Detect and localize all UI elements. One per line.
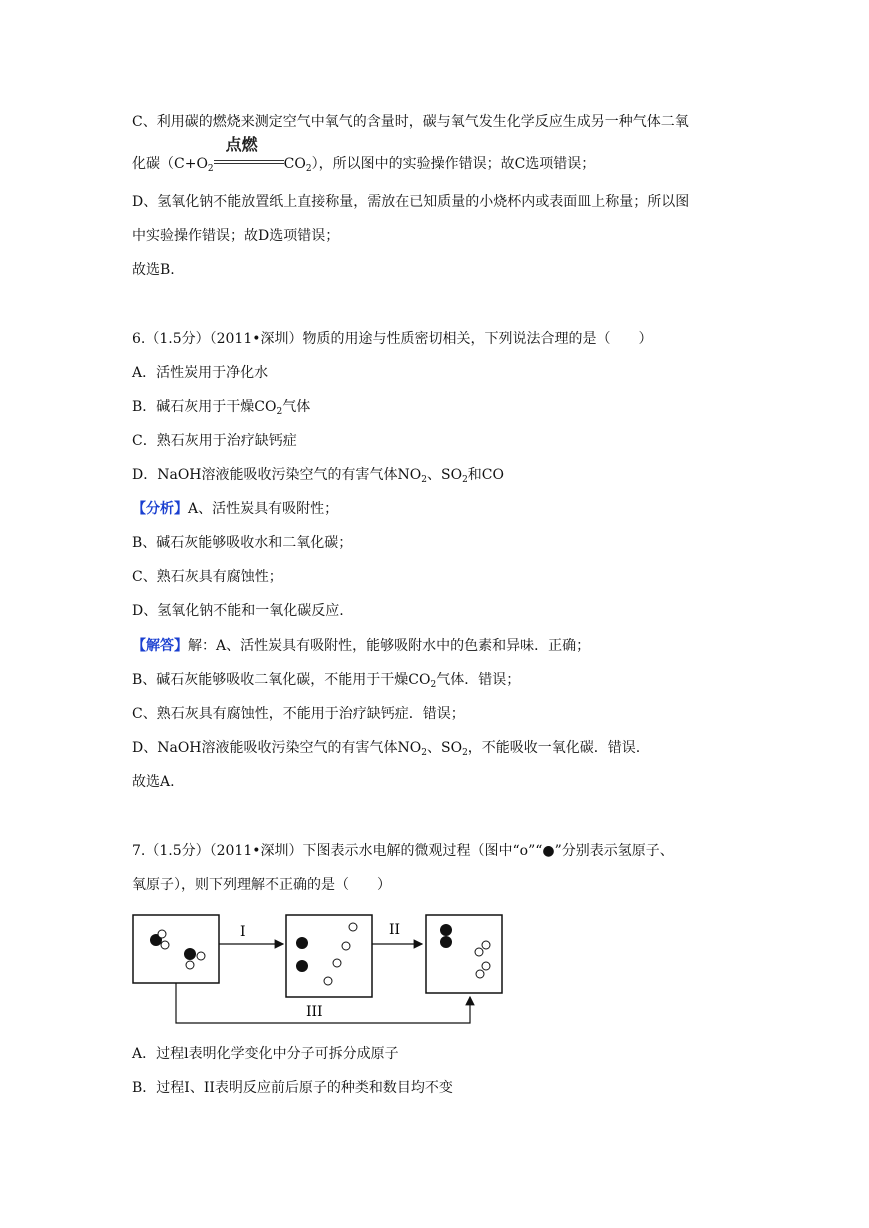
water-molecule xyxy=(184,948,205,969)
q6-b-pre: B．碱石灰用于干燥CO xyxy=(132,399,277,415)
q6-analysis-c: C、熟石灰具有腐蚀性； xyxy=(132,569,283,585)
answer-tag: 【解答】 xyxy=(132,638,188,654)
hydrogen-atom xyxy=(186,961,194,969)
hydrogen-molecule xyxy=(476,962,490,978)
answer-d-sub2: 2 xyxy=(462,748,468,758)
q5-option-c-line2 xyxy=(132,135,596,179)
answer-b-pre: B、碱石灰能够吸收二氧化碳，不能用于干燥CO xyxy=(132,672,431,688)
hydrogen-atom xyxy=(158,930,166,938)
q6-analysis-a xyxy=(132,499,338,519)
hydrogen-atom xyxy=(482,962,490,970)
analysis-a-text: A、活性炭具有吸附性； xyxy=(188,501,339,517)
box-products xyxy=(426,915,502,993)
hydrogen-atom xyxy=(342,942,350,950)
hydrogen-atom xyxy=(475,948,483,956)
hydrogen-atom xyxy=(349,923,357,931)
q6-d-sub1: 2 xyxy=(421,475,427,485)
hydrogen-atom xyxy=(476,970,484,978)
q6-answer-c: C、熟石灰具有腐蚀性，不能用于治疗缺钙症．错误； xyxy=(132,706,465,722)
answer-a-text: 解：A、活性炭具有吸附性，能够吸附水中的色素和异味．正确； xyxy=(188,638,591,654)
hydrogen-atom xyxy=(324,977,332,985)
oxygen-atom xyxy=(296,937,308,949)
q6-d-sub2: 2 xyxy=(462,475,468,485)
q6-answer-a xyxy=(132,636,590,656)
label-process-1: I xyxy=(240,924,246,940)
q6-answer-d xyxy=(132,738,640,763)
reaction-arrow xyxy=(214,135,284,170)
q6-option-d xyxy=(132,465,504,490)
q6-option-a: A．活性炭用于净化水 xyxy=(132,365,269,381)
answer-d-post: ，不能吸收一氧化碳．错误. xyxy=(467,740,641,756)
answer-d-mid: 、SO xyxy=(426,740,463,756)
q7-option-a: A．过程l表明化学变化中分子可拆分成原子 xyxy=(132,1046,399,1062)
q5-c-sub2: 2 xyxy=(305,164,312,174)
oxygen-atom xyxy=(296,960,308,972)
q5-conclusion: 故选B. xyxy=(132,262,175,278)
q5-c-text-post: ），所以图中的实验操作错误；故C选项错误； xyxy=(311,156,596,172)
q6-option-b xyxy=(132,397,310,422)
hydrogen-atom xyxy=(197,952,205,960)
oxygen-atom xyxy=(440,936,452,948)
oxygen-atom xyxy=(440,924,452,936)
hydrogen-atom xyxy=(482,941,490,949)
reaction-condition: 点燃 xyxy=(225,135,258,154)
answer-d-pre: D、NaOH溶液能吸收污染空气的有害气体NO xyxy=(132,740,422,756)
q5-c-text-mid: CO xyxy=(283,156,306,172)
q7-stem-line2: 氧原子），则下列理解不正确的是（ ） xyxy=(132,877,391,893)
q5-option-d-line1: D、氢氧化钠不能放置纸上直接称量，需放在已知质量的小烧杯内或表面皿上称量；所以图 xyxy=(132,194,690,210)
label-process-3: III xyxy=(306,1004,323,1020)
hydrogen-atom xyxy=(333,959,341,967)
answer-b-sub: 2 xyxy=(430,680,437,690)
q6-answer-b xyxy=(132,670,520,695)
q5-c-text-pre: 化碳（C+O xyxy=(132,156,208,172)
q6-analysis-b: B、碱石灰能够吸收水和二氧化碳； xyxy=(132,535,353,551)
label-process-2: II xyxy=(389,922,401,938)
oxygen-atom xyxy=(184,948,196,960)
q6-b-sub: 2 xyxy=(276,407,283,417)
q7-stem-line1: 7.（1.5分）（2011•深圳）下图表示水电解的微观过程（图中“o”“●”分别表示氢原子、 xyxy=(132,843,674,859)
q6-stem: 6.（1.5分）（2011•深圳）物质的用途与性质密切相关，下列说法合理的是（ ） xyxy=(132,331,653,347)
q6-d-post: 和CO xyxy=(467,467,504,483)
answer-d-sub1: 2 xyxy=(421,748,427,758)
q5-c-sub1: 2 xyxy=(207,164,214,174)
q6-d-mid: 、SO xyxy=(426,467,463,483)
water-electrolysis-diagram xyxy=(128,910,508,1030)
hydrogen-molecule xyxy=(475,941,490,956)
q6-b-post: 气体 xyxy=(282,399,311,415)
q5-option-c-line1: C、利用碳的燃烧来测定空气中氧气的含量时，碳与氧气发生化学反应生成另一种气体二氧 xyxy=(132,114,689,130)
q6-d-pre: D．NaOH溶液能吸收污染空气的有害气体NO xyxy=(132,467,422,483)
q7-option-b: B．过程I、II表明反应前后原子的种类和数目均不变 xyxy=(132,1080,453,1096)
box-water-molecules xyxy=(133,915,219,983)
oxygen-molecule xyxy=(440,924,452,948)
q6-option-c: C．熟石灰用于治疗缺钙症 xyxy=(132,433,297,449)
hydrogen-atom xyxy=(161,941,169,949)
q5-option-d-line2: 中实验操作错误；故D选项错误； xyxy=(132,228,340,244)
q6-conclusion: 故选A. xyxy=(132,774,175,790)
answer-b-post: 气体．错误； xyxy=(436,672,521,688)
analysis-tag: 【分析】 xyxy=(132,501,188,517)
water-molecule xyxy=(150,930,169,949)
q6-analysis-d: D、氢氧化钠不能和一氧化碳反应. xyxy=(132,603,344,619)
